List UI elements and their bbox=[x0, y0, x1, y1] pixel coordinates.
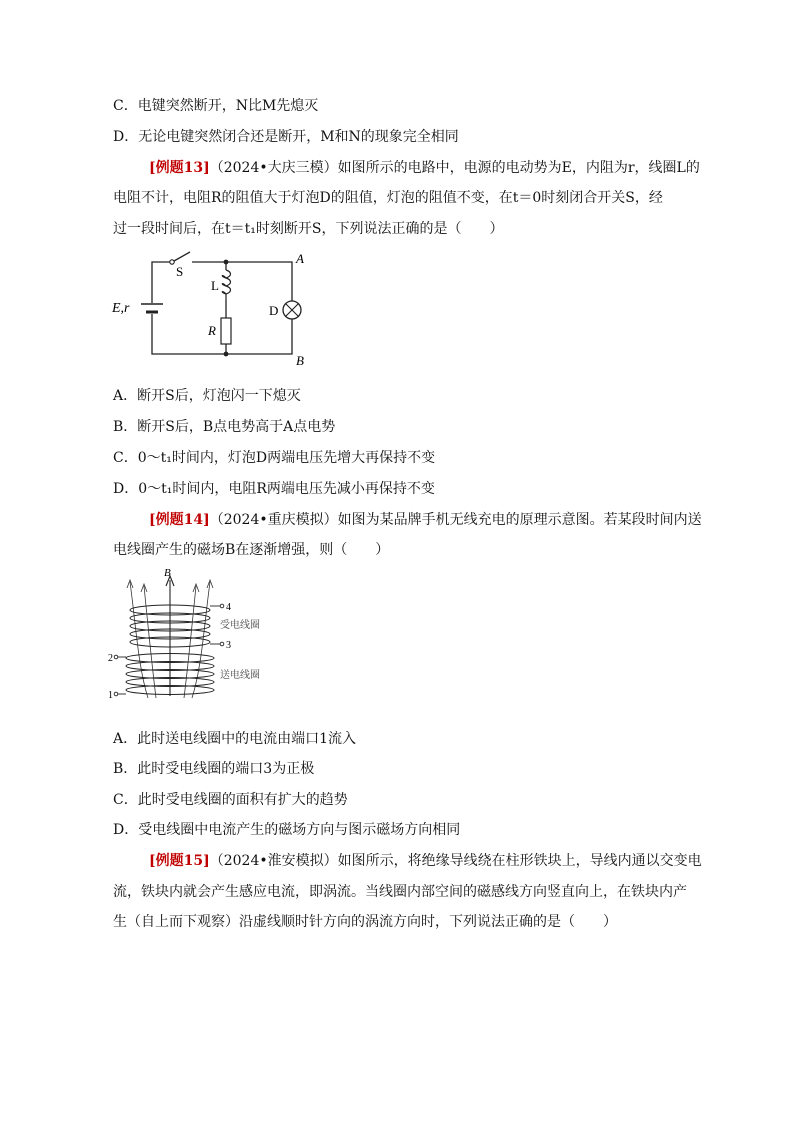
q13-label-b: B bbox=[296, 353, 304, 366]
q13-line-1 bbox=[149, 158, 700, 178]
q15-line-3: 生（自上而下观察）沿虚线顺时针方向的涡流方向时，下列说法正确的是（ ） bbox=[113, 914, 617, 930]
q15-line-1 bbox=[149, 851, 702, 871]
q13-line-3: 过一段时间后，在t＝t₁时刻断开S，下列说法正确的是（ ） bbox=[113, 221, 504, 237]
q13-tag: [例题13] bbox=[149, 160, 210, 176]
q13-line-2: 电阻不计，电阻R的阻值大于灯泡D的阻值，灯泡的阻值不变，在t＝0时刻闭合开关S，经 bbox=[113, 190, 663, 206]
q14-tag: [例题14] bbox=[149, 512, 210, 528]
q14-terminal-1: 1 bbox=[108, 690, 113, 701]
q13-option-b: B．断开S后，B点电势高于A点电势 bbox=[113, 419, 336, 435]
q14-line-1 bbox=[149, 510, 702, 530]
q14-terminal-4: 4 bbox=[226, 602, 231, 613]
q13-label-d: D bbox=[269, 303, 279, 318]
q14-option-d: D．受电线圈中电流产生的磁场方向与图示磁场方向相同 bbox=[113, 822, 461, 838]
q13-stem-1: （2024•大庆三模）如图所示的电路中，电源的电动势为E，内阻为r，线圈L的 bbox=[209, 160, 700, 176]
q15-tag: [例题15] bbox=[149, 853, 210, 869]
q13-option-c: C．0～t₁时间内，灯泡D两端电压先增大再保持不变 bbox=[113, 450, 436, 466]
q14-option-a: A．此时送电线圈中的电流由端口1流入 bbox=[113, 731, 357, 747]
prev-option-d: D．无论电键突然闭合还是断开，M和N的现象完全相同 bbox=[113, 129, 459, 145]
q13-label-er: E,r bbox=[112, 301, 130, 316]
q13-label-r: R bbox=[208, 323, 216, 338]
q14-terminal-2: 2 bbox=[108, 653, 113, 664]
q14-label-b: B bbox=[164, 567, 171, 579]
q13-option-a: A．断开S后，灯泡闪一下熄灭 bbox=[113, 388, 301, 404]
q14-option-b: B．此时受电线圈的端口3为正极 bbox=[113, 761, 315, 777]
q14-stem-1: （2024•重庆模拟）如图为某品牌手机无线充电的原理示意图。若某段时间内送 bbox=[209, 512, 702, 528]
q13-label-a: A bbox=[296, 251, 304, 266]
q15-stem-1: （2024•淮安模拟）如图所示，将绝缘导线绕在柱形铁块上，导线内通以交变电 bbox=[209, 853, 702, 869]
q14-send-coil-label: 送电线圈 bbox=[220, 670, 260, 681]
q14-coil-diagram bbox=[108, 566, 278, 704]
q15-line-2: 流，铁块内就会产生感应电流，即涡流。当线圈内部空间的磁感线方向竖直向上，在铁块内产 bbox=[113, 884, 687, 900]
q13-label-l: L bbox=[211, 278, 219, 293]
q14-terminal-3: 3 bbox=[226, 640, 231, 651]
q14-receive-coil-label: 受电线圈 bbox=[220, 620, 260, 631]
q13-label-s: S bbox=[176, 264, 184, 279]
q13-circuit-diagram bbox=[108, 248, 318, 366]
q13-option-d: D．0～t₁时间内，电阻R两端电压先减小再保持不变 bbox=[113, 481, 435, 497]
q14-option-c: C．此时受电线圈的面积有扩大的趋势 bbox=[113, 792, 348, 808]
q14-line-2: 电线圈产生的磁场B在逐渐增强，则（ ） bbox=[113, 542, 390, 558]
prev-option-c: C．电键突然断开，N比M先熄灭 bbox=[113, 98, 319, 114]
